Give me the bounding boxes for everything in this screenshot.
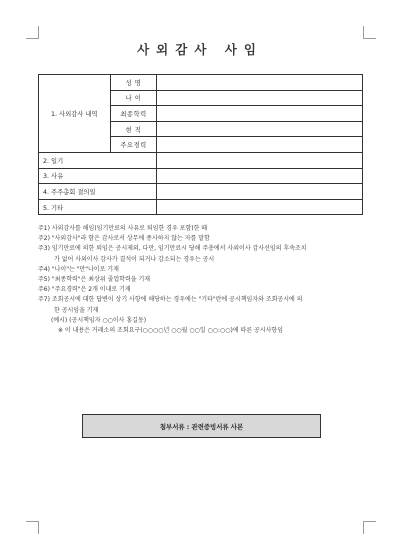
section-outside-auditor-details: 1. 사외감사 내역 — [39, 75, 111, 153]
attachment-label: 첨부서류 : 관련증빙서류 사본 — [159, 422, 244, 431]
note-4: 주4) "나이"는 "만"나이로 기재 — [38, 265, 119, 273]
note-7-continued: 한 공시임을 기재 — [54, 306, 99, 314]
crop-mark-top-right — [363, 26, 376, 39]
field-current-position-value[interactable] — [157, 121, 363, 137]
document-title: 사외감사 사임 — [137, 42, 263, 57]
note-7-example: (예시) (공시책임자 ○○이사 홍길동) — [51, 316, 147, 324]
field-name-label: 성 명 — [111, 75, 157, 91]
note-3-continued: 가 없어 사외이사 감사가 결석이 되거나 감소되는 경우는 공시 — [54, 255, 215, 263]
crop-mark-bottom-right — [363, 521, 376, 534]
field-current-position-label: 현 직 — [111, 121, 157, 137]
field-age-value[interactable] — [157, 90, 363, 106]
row-reason-value[interactable] — [157, 168, 363, 184]
crop-mark-bottom-left — [26, 521, 39, 534]
note-3: 주3) 임기만료에 의한 퇴임은 공시제외, 다만, 임기만료시 당해 주총에서 사외이사 감사선임의 후속조치 — [38, 245, 307, 253]
note-2: 주2) "사외감사"라 함은 감사로서 상무에 종사하지 않는 자를 말함 — [38, 235, 210, 243]
crop-mark-top-left — [26, 26, 39, 39]
note-7-remark: ※ 이 내용은 거래소의 조회요구(○○○○년 ○○월 ○○일 ○○:○○)에 따른 공시사항임 — [58, 327, 284, 335]
note-1: 주1) 사외감사를 해임(임기만료의 사유로 퇴임한 경우 포함)한 때 — [38, 225, 208, 232]
field-name-value[interactable] — [157, 75, 363, 91]
footnotes — [38, 224, 366, 336]
row-shareholders-meeting-label: 4. 주주총회 결의일 — [39, 184, 157, 200]
note-7: 주7) 조회공시에 대한 답변이 상기 사항에 해당하는 경우에는 "기타"란에 공시책임자와 조회공시에 의 — [38, 296, 303, 304]
row-date-label: 2. 일기 — [39, 152, 157, 168]
field-education-value[interactable] — [157, 106, 363, 122]
field-education-label: 최종학력 — [111, 106, 157, 122]
row-shareholders-meeting-value[interactable] — [157, 184, 363, 200]
attachment-box — [82, 414, 321, 438]
field-career-value[interactable] — [157, 137, 363, 153]
row-other-label: 5. 기타 — [39, 199, 157, 215]
field-age-label: 나 이 — [111, 90, 157, 106]
field-career-label: 주요경력 — [111, 137, 157, 153]
note-6: 주6) "주요경력"은 2개 이내로 기재 — [38, 286, 131, 294]
row-reason-label: 3. 사유 — [39, 168, 157, 184]
row-other-value[interactable] — [157, 199, 363, 215]
row-date-value[interactable] — [157, 152, 363, 168]
disclosure-form-table — [38, 74, 363, 215]
note-5: 주5) "최종학력"은 최상위 졸업학력을 기재 — [38, 276, 151, 284]
